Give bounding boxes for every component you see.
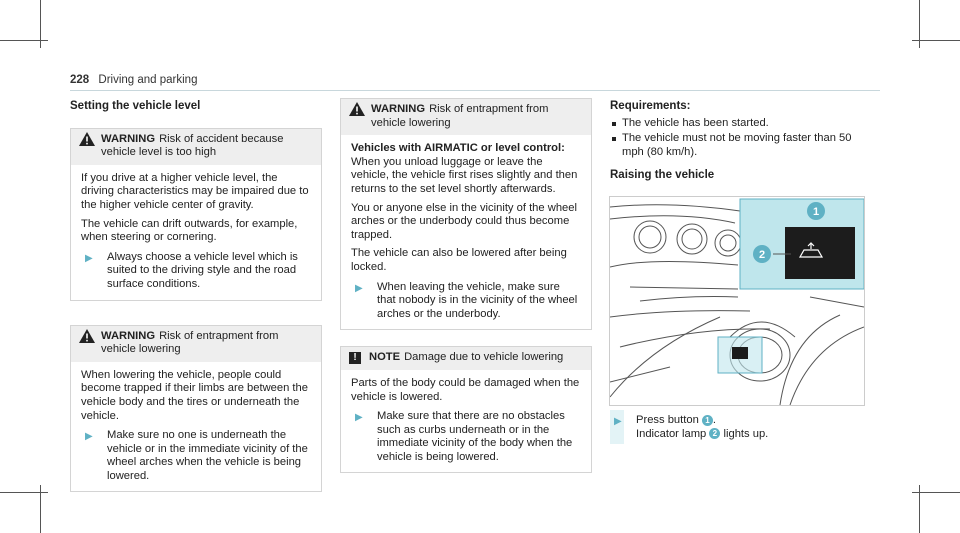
paragraph: Parts of the body could be damaged when the vehicle is lowered. bbox=[351, 376, 580, 403]
warning-box bbox=[70, 325, 322, 493]
crop-mark bbox=[0, 492, 48, 493]
note-text: Damage due to vehicle lowering bbox=[404, 351, 564, 364]
action-step bbox=[81, 429, 311, 483]
paragraph: You or anyone else in the vicinity of the wheel arches or the underbody could thus become trapped. bbox=[351, 201, 577, 241]
warning-icon bbox=[349, 102, 365, 116]
step-arrow-icon: ▶ bbox=[85, 252, 93, 264]
column-middle bbox=[340, 98, 592, 473]
paragraph: The vehicle can also be lowered after being locked. bbox=[351, 247, 567, 273]
paragraph: If you drive at a higher vehicle level, the driving characteristics may be impaired due to the higher vehicle center of gravity. bbox=[81, 171, 309, 211]
note-label: NOTE bbox=[369, 351, 401, 364]
press-text: Press button bbox=[636, 414, 699, 426]
action-step bbox=[351, 281, 581, 322]
action-step bbox=[610, 414, 870, 441]
warning-box bbox=[340, 98, 592, 330]
action-text: Make sure that there are no obstacles such as curbs underneath or in the immediate vicinity of the body when the vehicle is being lowered. bbox=[377, 410, 573, 463]
warning-icon bbox=[79, 329, 95, 343]
period: . bbox=[712, 414, 717, 426]
column-right bbox=[610, 100, 870, 183]
page-header bbox=[70, 74, 197, 86]
action-step bbox=[351, 410, 581, 464]
paragraph: The vehicle can drift outwards, for example, when steering or cornering. bbox=[81, 217, 298, 244]
note-header bbox=[341, 347, 591, 370]
requirements-heading: Requirements: bbox=[610, 100, 691, 112]
warning-label: WARNING bbox=[371, 103, 426, 115]
crop-mark bbox=[0, 40, 48, 41]
warning-headline bbox=[101, 330, 313, 357]
press-line bbox=[636, 414, 870, 428]
header-rule bbox=[70, 90, 880, 91]
step-arrow-icon: ▶ bbox=[355, 412, 363, 424]
paragraph: When lowering the vehicle, people could become trapped if their limbs are between the vehicle body and the tires or underneath the vehicle. bbox=[81, 368, 308, 422]
requirements-list bbox=[610, 117, 870, 160]
page-number: 228 bbox=[70, 74, 90, 86]
vehicle-level-illustration bbox=[609, 196, 865, 406]
note-body bbox=[341, 370, 591, 473]
warning-body bbox=[71, 362, 321, 492]
callout-2-label: 2 bbox=[758, 249, 766, 261]
raising-heading: Raising the vehicle bbox=[610, 169, 715, 182]
warning-icon bbox=[79, 132, 95, 146]
warning-text: Risk of entrapment from vehicle lowering bbox=[101, 329, 279, 356]
section-heading: Setting the vehicle level bbox=[70, 100, 201, 112]
list-item: The vehicle must not be moving faster than 50 mph (80 km/h). bbox=[610, 132, 870, 159]
note-headline bbox=[369, 351, 583, 365]
subheading: Vehicles with AIRMATIC or level control: bbox=[351, 142, 565, 155]
action-step bbox=[81, 251, 311, 292]
lights-text: lights up. bbox=[723, 427, 769, 440]
step-instructions bbox=[610, 414, 870, 441]
action-text: When leaving the vehicle, make sure that nobody is in the vicinity of the wheel arches or the underbody. bbox=[377, 280, 578, 320]
action-text bbox=[636, 414, 870, 441]
callout-2-ref: 2 bbox=[709, 428, 720, 439]
crop-mark bbox=[912, 492, 960, 493]
indicator-text: Indicator lamp bbox=[636, 427, 707, 440]
warning-headline bbox=[101, 133, 313, 160]
action-text: Always choose a vehicle level which is suited to the driving style and the road surface conditions. bbox=[107, 250, 298, 290]
action-text: Make sure no one is underneath the vehicle or in the immediate vicinity of the wheel arches when the vehicle is being lowered. bbox=[107, 429, 308, 482]
section-title: Driving and parking bbox=[98, 74, 198, 86]
warning-body bbox=[71, 165, 321, 300]
warning-body bbox=[341, 135, 591, 329]
warning-label: WARNING bbox=[101, 329, 156, 342]
step-arrow-icon: ▶ bbox=[614, 416, 622, 427]
note-box bbox=[340, 346, 592, 473]
step-arrow-icon: ▶ bbox=[85, 431, 93, 443]
warning-box bbox=[70, 128, 322, 301]
warning-label: WARNING bbox=[101, 132, 156, 145]
column-left bbox=[70, 100, 322, 492]
warning-headline bbox=[371, 103, 583, 130]
step-arrow-icon: ▶ bbox=[355, 282, 363, 294]
paragraph: When you unload luggage or leave the vehicle, the vehicle first rises slightly and then returns to the set level shortly afterwards. bbox=[351, 155, 578, 195]
warning-text: Risk of accident because vehicle level is too high bbox=[101, 132, 284, 159]
callout-1-label: 1 bbox=[812, 206, 820, 218]
warning-header bbox=[71, 326, 321, 362]
list-item: The vehicle has been started. bbox=[610, 117, 870, 131]
callout-1-ref: 1 bbox=[702, 415, 713, 426]
warning-text: Risk of entrapment from vehicle lowering bbox=[371, 103, 549, 129]
warning-header bbox=[71, 129, 321, 165]
warning-header bbox=[341, 99, 591, 135]
crop-mark bbox=[912, 40, 960, 41]
note-icon: ! bbox=[349, 352, 361, 364]
indicator-line bbox=[636, 428, 870, 442]
illustration-drawing bbox=[610, 197, 864, 405]
